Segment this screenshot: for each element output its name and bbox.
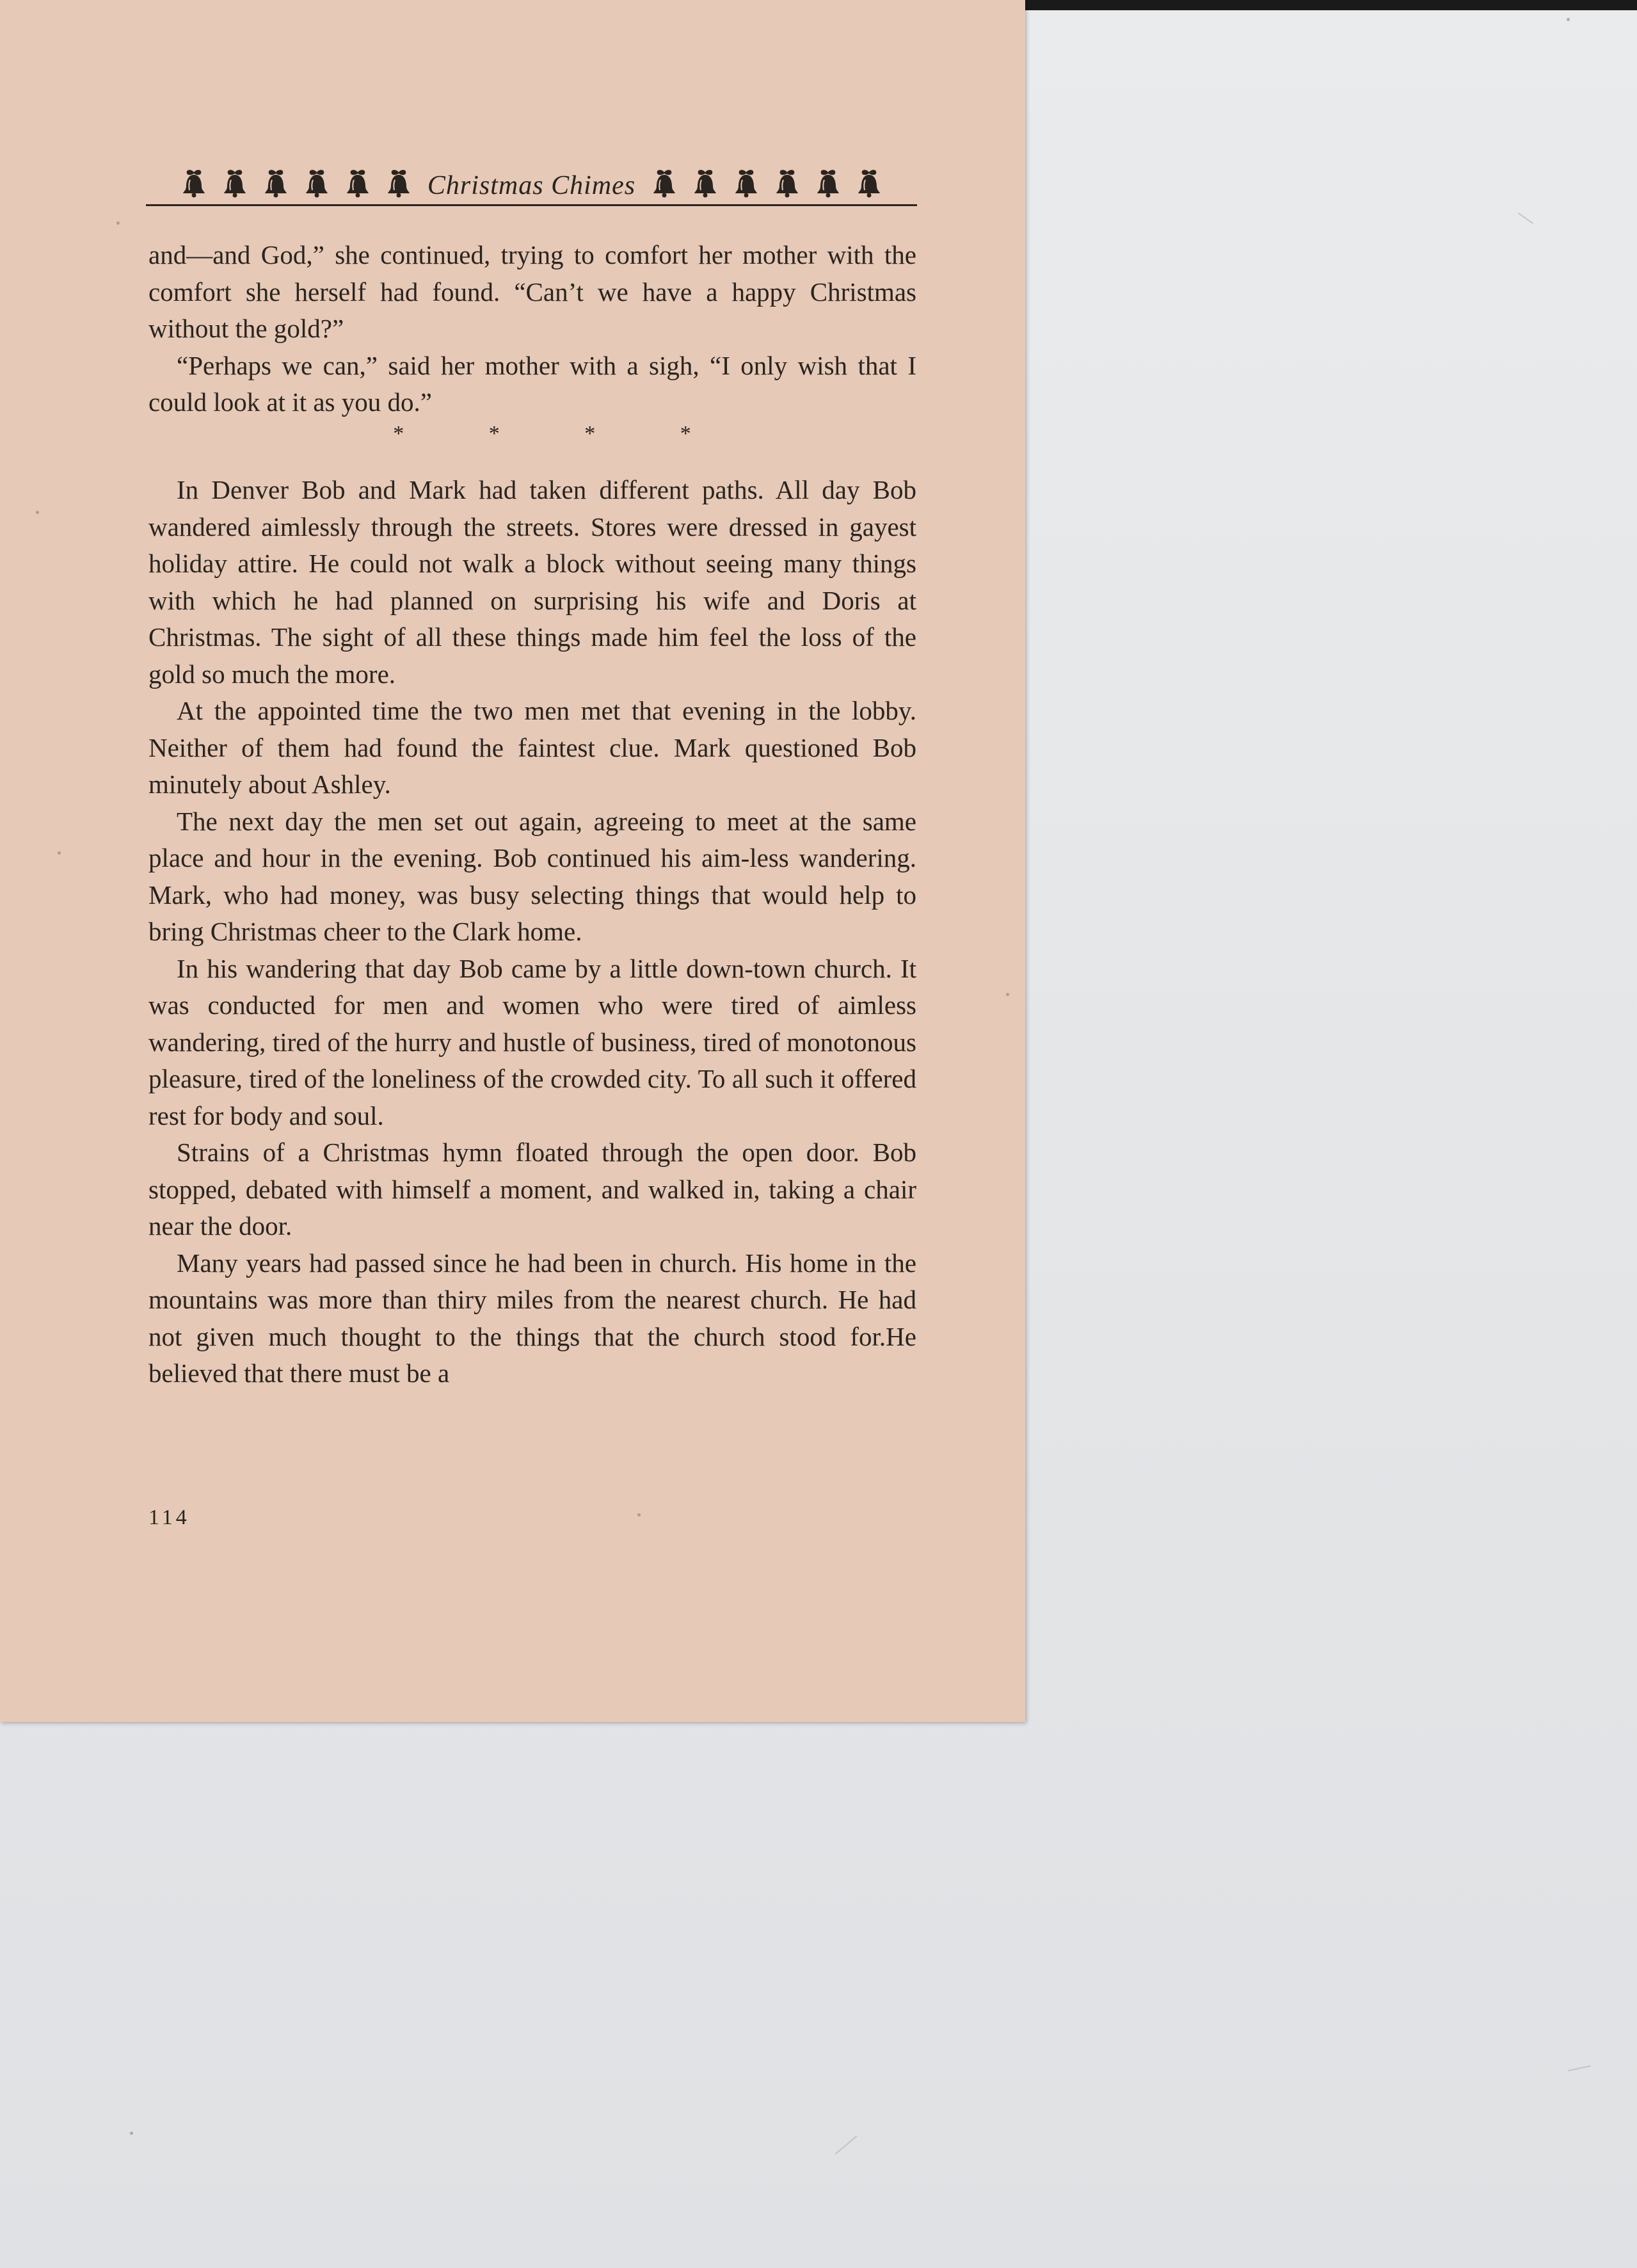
page-number: 114 (148, 1506, 190, 1529)
paragraph: “Perhaps we can,” said her mother with a sigh, “I only wish that I could look at it as you do.” (148, 350, 916, 417)
paper-speck (36, 511, 39, 514)
bell-ornament-icon (342, 167, 374, 199)
bell-ornament-icon (648, 167, 680, 199)
bell-ornament-icon (853, 167, 885, 199)
paragraph: and—and God,” she continued, trying to comfort her mother with the comfort she herself had found. “Can’t we have a happy Christmas without the gold?” (148, 240, 916, 343)
paper-speck (637, 1513, 641, 1516)
paragraph: In his wandering that day Bob came by a little down-town church. It was conducted for men and women who were tired of aimless wandering, tired of the hurry and hustle of business, tired of monotonous pleasure, tired of the loneliness of the crowded city. To all such it offered rest for body and soul. (148, 953, 916, 1130)
book-page (0, 0, 1025, 1722)
left-ornament-row (178, 167, 415, 199)
scanner-speck (130, 2132, 133, 2135)
paper-speck (1006, 993, 1009, 996)
bell-ornament-icon (771, 167, 803, 199)
body-text (148, 237, 916, 1392)
scanner-edge-shadow (1011, 0, 1637, 10)
paper-speck (116, 221, 120, 225)
section-break: * * * * (393, 421, 731, 446)
paper-speck (58, 851, 61, 855)
bell-ornament-icon (689, 167, 721, 199)
paragraph: The next day the men set out again, agreeing to meet at the same place and hour in the evening. Bob continued his aim-less wandering. Mark, who had money, was busy selecting things that would help to bring Christmas cheer to the Clark home. (148, 806, 916, 946)
paragraph: Strains of a Christmas hymn floated through the open door. Bob stopped, debated with himself a moment, and walked in, taking a chair near the door. (148, 1138, 916, 1241)
bell-ornament-icon (812, 167, 844, 199)
bell-ornament-icon (219, 167, 251, 199)
paragraph: Many years had passed since he had been in church. His home in the mountains was more than thiry miles from the nearest church. He had not given much thought to the things that the church stood for.He believed that there must be a (148, 1248, 916, 1388)
bell-ornament-icon (260, 167, 292, 199)
running-title: Christmas Chimes (427, 171, 636, 200)
bell-ornament-icon (178, 167, 210, 199)
section-spacer (148, 458, 916, 472)
bell-ornament-icon (730, 167, 762, 199)
paragraph: In Denver Bob and Mark had taken different paths. All day Bob wandered aimlessly through the streets. Stores were dressed in gayest holiday attire. He could not walk a block without seeing many things with which he had planned on surprising his wife and Doris at Christmas. The sight of all these things made him feel the loss of the gold so much the more. (148, 475, 916, 689)
running-header (146, 168, 917, 206)
right-ornament-row (648, 167, 885, 199)
scanner-speck (1567, 18, 1570, 21)
bell-ornament-icon (301, 167, 333, 199)
paragraph: At the appointed time the two men met that evening in the lobby. Neither of them had found the faintest clue. Mark questioned Bob minutely about Ashley. (148, 696, 916, 799)
bell-ornament-icon (383, 167, 415, 199)
